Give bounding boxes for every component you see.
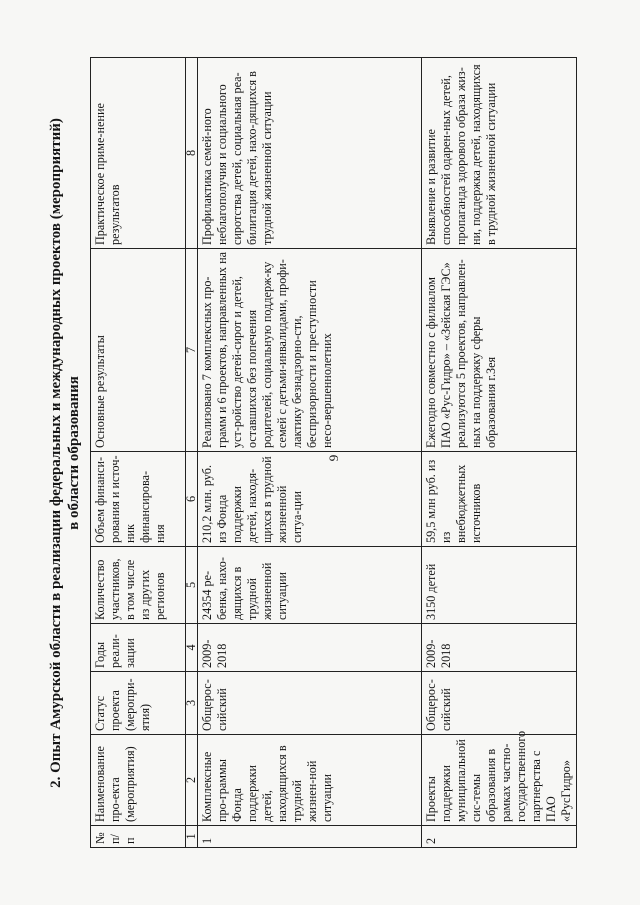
project-name-cell: Проекты поддержки муниципальной сис-темы образования в рамках частно-государственного партнерства с ПАО «РусГидро» <box>422 735 577 826</box>
years-cell: 2009-2018 <box>198 624 422 672</box>
header-cell-project-name: Наименование про-екта (мероприятия) <box>91 735 186 826</box>
years-cell: 2009-2018 <box>422 624 577 672</box>
column-number: 1 <box>186 826 198 848</box>
row-number: 1 <box>198 826 422 848</box>
funding-cell: 210,2 млн. руб. из Фонда поддержки детей, находя-щихся в трудной жизненной ситуа-ции <box>198 452 422 547</box>
header-cell-application: Практическое приме-нение результатов <box>91 58 186 249</box>
header-cell-years: Годы реали-зации <box>91 624 186 672</box>
section-subheading: в области образования <box>66 376 82 530</box>
column-number: 8 <box>186 58 198 249</box>
table-header-row <box>91 58 186 848</box>
header-cell-results: Основные результаты <box>91 249 186 452</box>
status-cell: Общерос-сийский <box>422 672 577 735</box>
application-cell: Профилактика семей-ного неблагополучия и социального сиротства детей, социальная реа-билитация детей, нахо-дящихся в трудной жизненной ситуации <box>198 58 422 249</box>
row-number: 2 <box>422 826 577 848</box>
header-cell-number: № п/п <box>91 826 186 848</box>
funding-cell: 59,5 млн руб. из из внебюджетных источников <box>422 452 577 547</box>
column-number: 3 <box>186 672 198 735</box>
projects-table <box>90 57 577 848</box>
status-cell: Общерос-сийский <box>198 672 422 735</box>
column-number: 2 <box>186 735 198 826</box>
participants-cell: 3150 детей <box>422 547 577 624</box>
column-number: 5 <box>186 547 198 624</box>
header-cell-funding: Объем финанси-рования и источ-ник финансирова-ния <box>91 452 186 547</box>
header-cell-participants: Количество участников, в том числе из других регионов <box>91 547 186 624</box>
rotated-landscape-page <box>40 58 600 848</box>
column-number-row <box>186 58 198 848</box>
column-number: 6 <box>186 452 198 547</box>
page-number: 9 <box>326 454 341 462</box>
column-number: 4 <box>186 624 198 672</box>
participants-cell: 24354 ре-бенка, нахо-дящихся в трудной жизненной ситуации <box>198 547 422 624</box>
table-row <box>422 58 577 848</box>
application-cell: Выявление и развитие способностей одарен-ных детей, пропаганда здорового образа жиз-ни, поддержка детей, находящихся в трудной жизненной ситуации <box>422 58 577 249</box>
project-name-cell: Комплексные про-граммы Фонда поддержки детей, находящихся в трудной жизнен-ной ситуации <box>198 735 422 826</box>
header-cell-status: Статус проекта (меропри-ятия) <box>91 672 186 735</box>
results-cell: Ежегодно совместно с филиалом ПАО «Рус-Гидро» – «Зейская ГЭС» реализуются 5 проектов, направлен-ных на поддержку сферы образования г.Зея <box>422 249 577 452</box>
table-row <box>198 58 422 848</box>
results-cell: Реализовано 7 комплексных про-грамм и 6 проектов, направленных на уст-ройство детей-сирот и детей, оставшихся без попечения родителей, социальную поддерж-ку семей с детьми-инвалидами, профи-лактику безнадзорно-сти, беспризорности и преступности несо-вершеннолетних <box>198 249 422 452</box>
section-heading: 2. Опыт Амурской области в реализации федеральных и международных проектов (мероприятий) <box>48 118 64 788</box>
column-number: 7 <box>186 249 198 452</box>
